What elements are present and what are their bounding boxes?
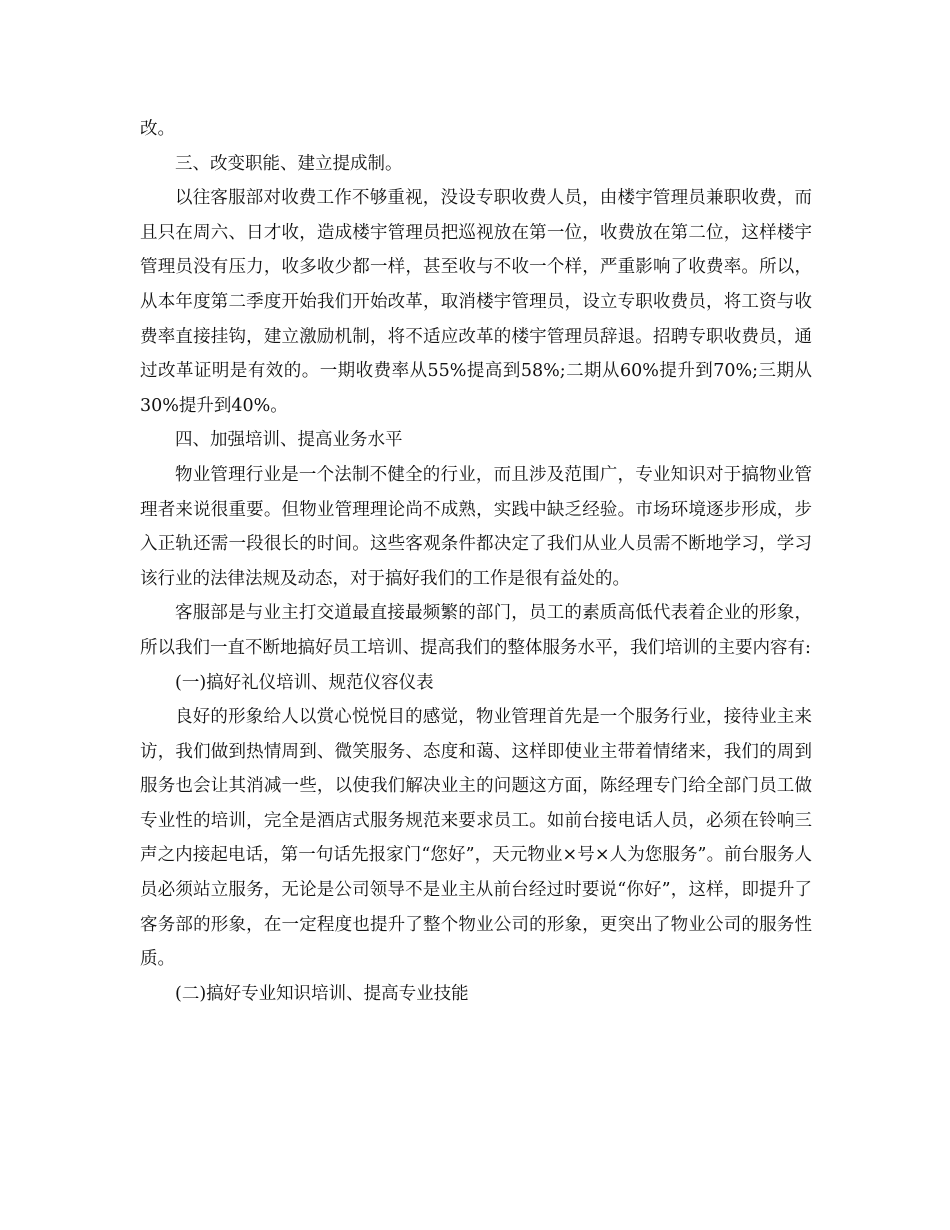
paragraph-fee-reform: 以往客服部对收费工作不够重视，没设专职收费人员，由楼宇管理员兼职收费，而且只在周六、日才收，造成楼宇管理员把巡视放在第一位，收费放在第二位，这样楼宇管理员没有压力，收多收少都一样，甚至收与不收一个样，严重影响了收费率。所以，从本年度第二季度开始我们开始改革，取消楼宇管理员，设立专职收费员，将工资与收费率直接挂钩，建立激励机制，将不适应改革的楼宇管理员辞退。招聘专职收费员，通过改革证明是有效的。一期收费率从55%提高到58%;二期从60%提升到70%;三期从30%提升到40%。 — [140, 188, 812, 416]
paragraph-industry: 物业管理行业是一个法制不健全的行业，而且涉及范围广，专业知识对于搞物业管理者来说很重要。但物业管理理论尚不成熟，实践中缺乏经验。市场环境逐步形成，步入正轨还需一段很长的时间。这些客观条件都决定了我们从业人员需不断地学习，学习该行业的法律法规及动态，对于搞好我们的工作是很有益处的。 — [140, 464, 812, 589]
section-heading-3: 三、改变职能、建立提成制。 — [175, 153, 403, 174]
document-page — [140, 112, 812, 1011]
subsection-heading-1: (一)搞好礼仪培训、规范仪容仪表 — [175, 672, 434, 693]
section-heading-4: 四、加强培训、提高业务水平 — [175, 430, 403, 451]
subsection-heading-2: (二)搞好专业知识培训、提高专业技能 — [175, 983, 469, 1004]
paragraph-continuation: 改。 — [140, 119, 175, 139]
paragraph-training-intro: 客服部是与业主打交道最直接最频繁的部门，员工的素质高低代表着企业的形象，所以我们一直不断地搞好员工培训、提高我们的整体服务水平，我们培训的主要内容有: — [140, 603, 812, 658]
paragraph-etiquette: 良好的形象给人以赏心悦悦目的感觉，物业管理首先是一个服务行业，接待业主来访，我们做到热情周到、微笑服务、态度和蔼、这样即使业主带着情绪来，我们的周到服务也会让其消减一些，以使我们解决业主的问题这方面，陈经理专门给全部门员工做专业性的培训，完全是酒店式服务规范来要求员工。如前台接电话人员，必须在铃响三声之内接起电话，第一句话先报家门“您好”，天元物业×号×人为您服务”。前台服务人员必须站立服务，无论是公司领导不是业主从前台经过时要说“你好”，这样，即提升了客务部的形象，在一定程度也提升了整个物业公司的形象，更突出了物业公司的服务性质。 — [140, 707, 812, 970]
